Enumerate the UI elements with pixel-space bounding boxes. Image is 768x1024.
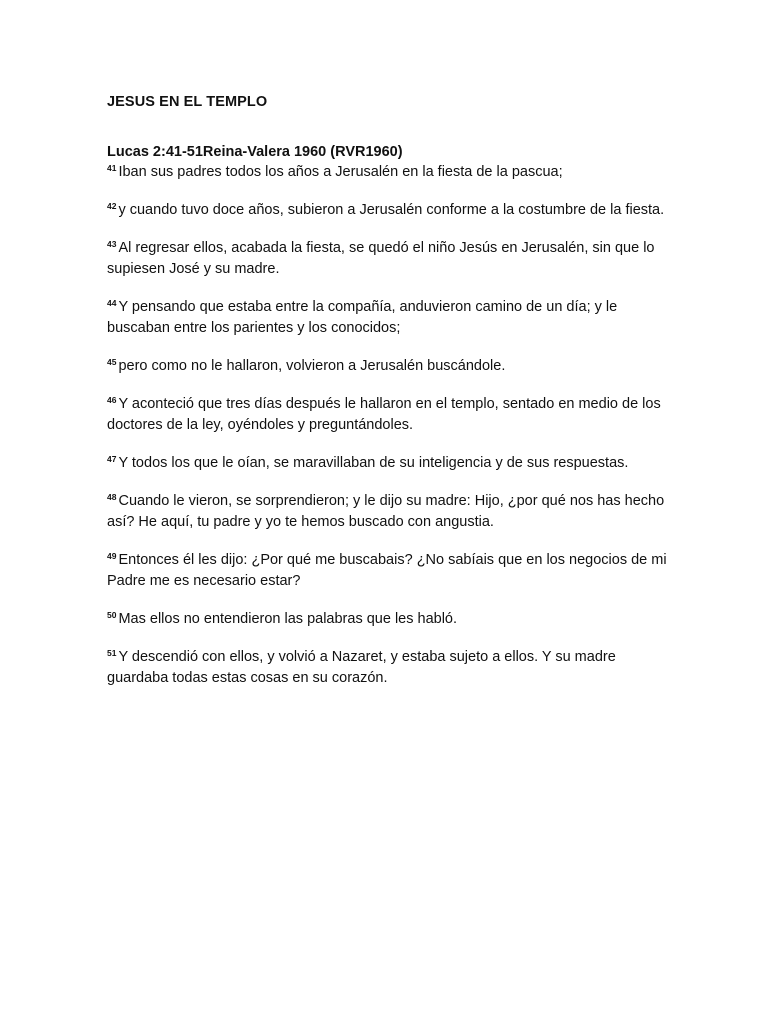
verse-number: 44 [107,298,117,308]
verse [107,394,667,436]
document-page [107,92,667,706]
verse-text: Y todos los que le oían, se maravillaban de su inteligencia y de sus respuestas. [118,455,629,471]
verse-number: 43 [107,239,117,249]
verse [107,356,667,377]
verse-text: Y pensando que estaba entre la compañía, anduvieron camino de un día; y le buscaban entre los parientes y los conocidos; [107,299,618,336]
verse-text: Cuando le vieron, se sorprendieron; y le dijo su madre: Hijo, ¿por qué nos has hecho así? He aquí, tu padre y yo te hemos buscado con angustia. [107,493,665,530]
verse-number: 48 [107,492,117,502]
verse-number: 47 [107,454,117,464]
verse-number: 41 [107,163,117,173]
verse-number: 46 [107,395,117,405]
verse [107,297,667,339]
verse-number: 42 [107,201,117,211]
verse-text: Iban sus padres todos los años a Jerusalén en la fiesta de la pascua; [118,164,563,180]
verse [107,550,667,592]
verse-text: pero como no le hallaron, volvieron a Jerusalén buscándole. [118,358,506,374]
verse-text: Y descendió con ellos, y volvió a Nazaret, y estaba sujeto a ellos. Y su madre guardaba todas estas cosas en su corazón. [107,649,616,686]
verse [107,238,667,280]
verse [107,200,667,221]
verse-text: Al regresar ellos, acabada la fiesta, se quedó el niño Jesús en Jerusalén, sin que lo supiesen José y su madre. [107,240,655,277]
verse [107,453,667,474]
scripture-reference: Lucas 2:41-51Reina-Valera 1960 (RVR1960) [107,144,403,160]
verse-text: Mas ellos no entendieron las palabras que les habló. [118,611,458,627]
verse-text: Y aconteció que tres días después le hallaron en el templo, sentado en medio de los doctores de la ley, oyéndoles y preguntándoles. [107,396,661,433]
verse [107,491,667,533]
verse [107,162,667,183]
verse-text: Entonces él les dijo: ¿Por qué me buscabais? ¿No sabíais que en los negocios de mi Padre me es necesario estar? [107,552,667,589]
verse [107,647,667,689]
verse-number: 49 [107,551,117,561]
verse-text: y cuando tuvo doce años, subieron a Jerusalén conforme a la costumbre de la fiesta. [118,202,665,218]
verse-number: 50 [107,610,117,620]
document-title: JESUS EN EL TEMPLO [107,94,268,110]
verse-number: 45 [107,357,117,367]
verse-number: 51 [107,648,117,658]
verse [107,609,667,630]
